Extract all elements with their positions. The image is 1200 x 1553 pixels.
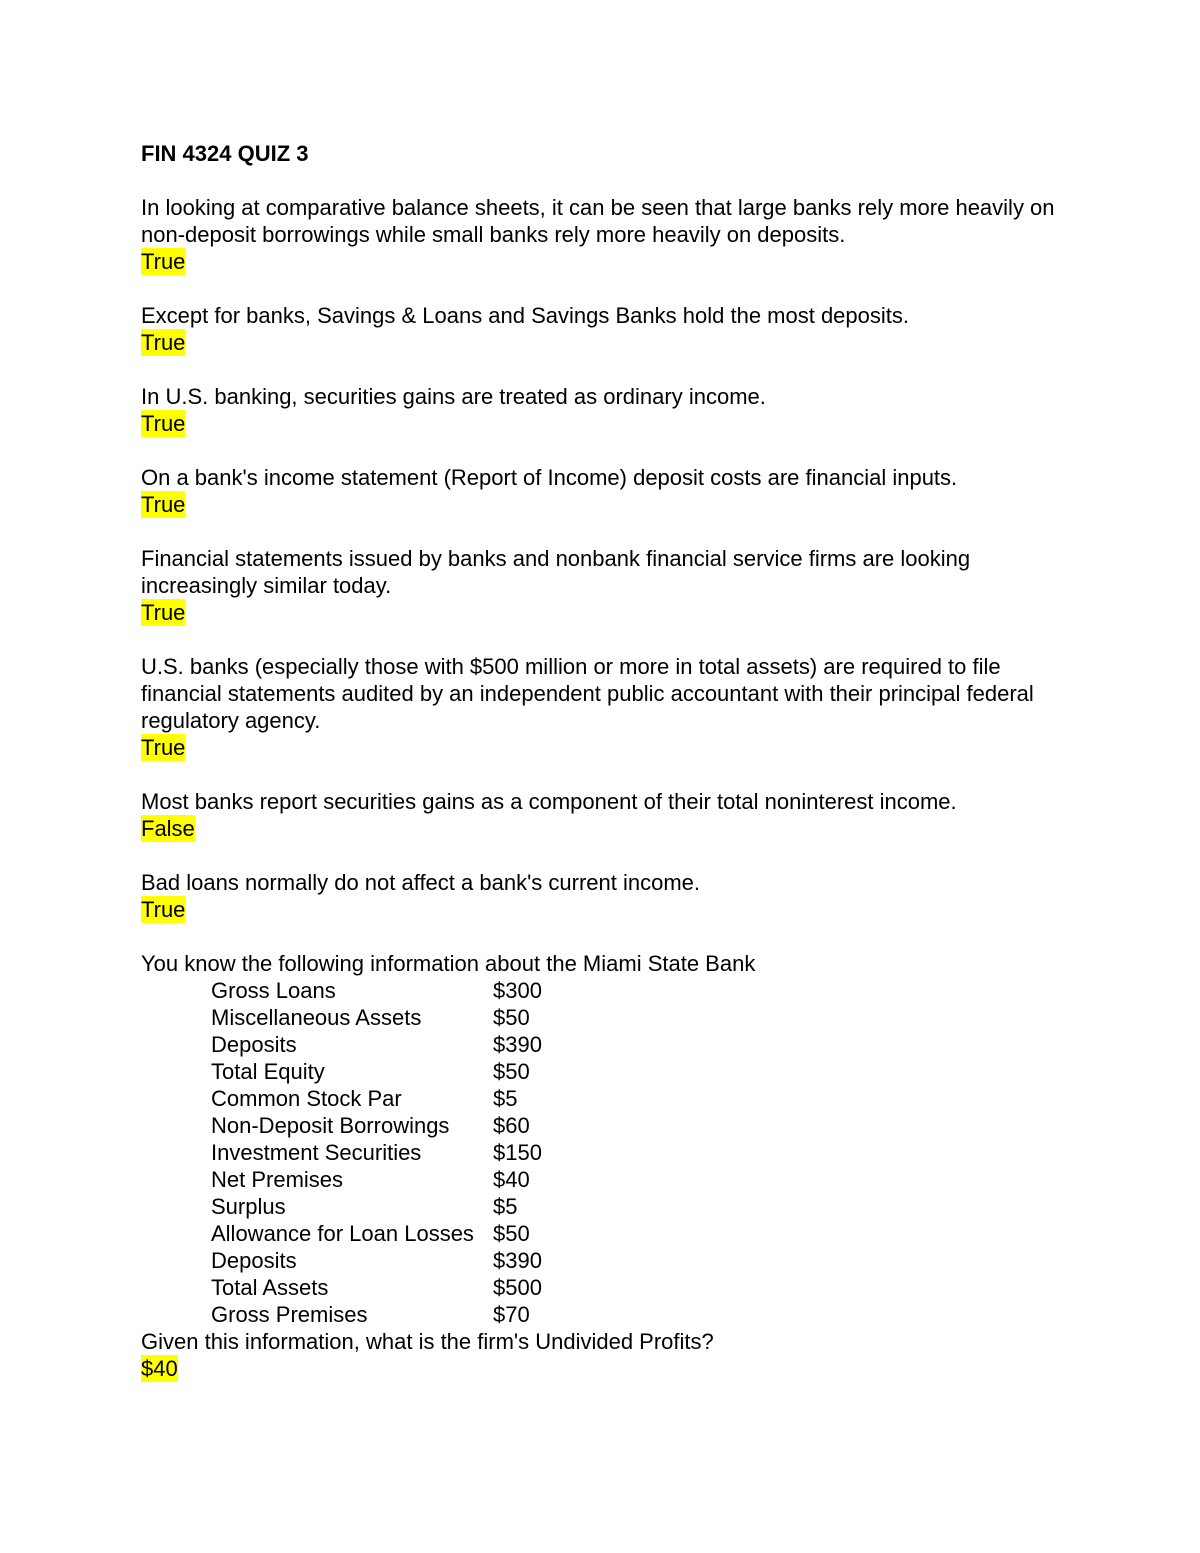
question-7: [141, 788, 1081, 842]
question-8: [141, 869, 1081, 923]
answer-highlight: $40: [141, 1356, 178, 1381]
answer-highlight: True: [141, 330, 186, 355]
item-label: Gross Loans: [211, 978, 336, 1003]
table-row: [211, 1112, 542, 1139]
balance-items-table: [211, 977, 542, 1328]
item-label: Deposits: [211, 1248, 297, 1273]
answer-highlight: True: [141, 411, 186, 436]
question-2: [141, 302, 1081, 356]
table-row: [211, 1058, 542, 1085]
table-row: [211, 977, 542, 1004]
problem-intro: You know the following information about the Miami State Bank: [141, 951, 756, 976]
item-value: $390: [493, 1032, 542, 1057]
answer-highlight: True: [141, 600, 186, 625]
answer-highlight: True: [141, 897, 186, 922]
answer-highlight: False: [141, 816, 195, 841]
document-title: FIN 4324 QUIZ 3: [141, 141, 309, 166]
item-value: $150: [493, 1140, 542, 1165]
item-value: $500: [493, 1275, 542, 1300]
item-value: $300: [493, 978, 542, 1003]
question-1: [141, 194, 1081, 275]
question-text: Bad loans normally do not affect a bank's current income.: [141, 870, 700, 895]
item-label: Deposits: [211, 1032, 297, 1057]
item-label: Investment Securities: [211, 1140, 422, 1165]
table-row: [211, 1085, 542, 1112]
item-label: Total Equity: [211, 1059, 325, 1084]
item-label: Gross Premises: [211, 1302, 368, 1327]
problem-question: Given this information, what is the firm's Undivided Profits?: [141, 1329, 714, 1354]
question-text: Financial statements issued by banks and nonbank financial service firms are looking increasingly similar today.: [141, 546, 971, 598]
answer-highlight: True: [141, 249, 186, 274]
item-value: $70: [493, 1302, 530, 1327]
item-label: Allowance for Loan Losses: [211, 1221, 474, 1246]
item-value: $5: [493, 1194, 518, 1219]
table-row: [211, 1301, 542, 1328]
question-5: [141, 545, 1081, 626]
table-row: [211, 1031, 542, 1058]
table-row: [211, 1274, 542, 1301]
item-label: Surplus: [211, 1194, 286, 1219]
question-4: [141, 464, 1081, 518]
item-value: $50: [493, 1005, 530, 1030]
item-label: Non-Deposit Borrowings: [211, 1113, 450, 1138]
question-text: In U.S. banking, securities gains are treated as ordinary income.: [141, 384, 766, 409]
question-text: Most banks report securities gains as a component of their total noninterest income.: [141, 789, 957, 814]
item-value: $50: [493, 1059, 530, 1084]
table-row: [211, 1220, 542, 1247]
item-label: Net Premises: [211, 1167, 344, 1192]
table-row: [211, 1247, 542, 1274]
item-label: Miscellaneous Assets: [211, 1005, 422, 1030]
answer-highlight: True: [141, 492, 186, 517]
item-value: $50: [493, 1221, 530, 1246]
item-value: $60: [493, 1113, 530, 1138]
question-3: [141, 383, 1081, 437]
item-value: $40: [493, 1167, 530, 1192]
table-row: [211, 1139, 542, 1166]
document-page: [141, 140, 1081, 1382]
question-text: On a bank's income statement (Report of Income) deposit costs are financial inputs.: [141, 465, 958, 490]
question-6: [141, 653, 1081, 761]
table-row: [211, 1166, 542, 1193]
problem-block: [141, 950, 1081, 1382]
answer-highlight: True: [141, 735, 186, 760]
table-row: [211, 1004, 542, 1031]
item-value: $5: [493, 1086, 518, 1111]
question-text: In looking at comparative balance sheets, it can be seen that large banks rely more heavily on non-deposit borrowings while small banks rely more heavily on deposits.: [141, 195, 1055, 247]
table-row: [211, 1193, 542, 1220]
item-value: $390: [493, 1248, 542, 1273]
item-label: Total Assets: [211, 1275, 329, 1300]
question-text: U.S. banks (especially those with $500 million or more in total assets) are required to file financial statements audited by an independent public accountant with their principal federal regulatory agency.: [141, 654, 1034, 733]
item-label: Common Stock Par: [211, 1086, 402, 1111]
question-text: Except for banks, Savings & Loans and Savings Banks hold the most deposits.: [141, 303, 910, 328]
